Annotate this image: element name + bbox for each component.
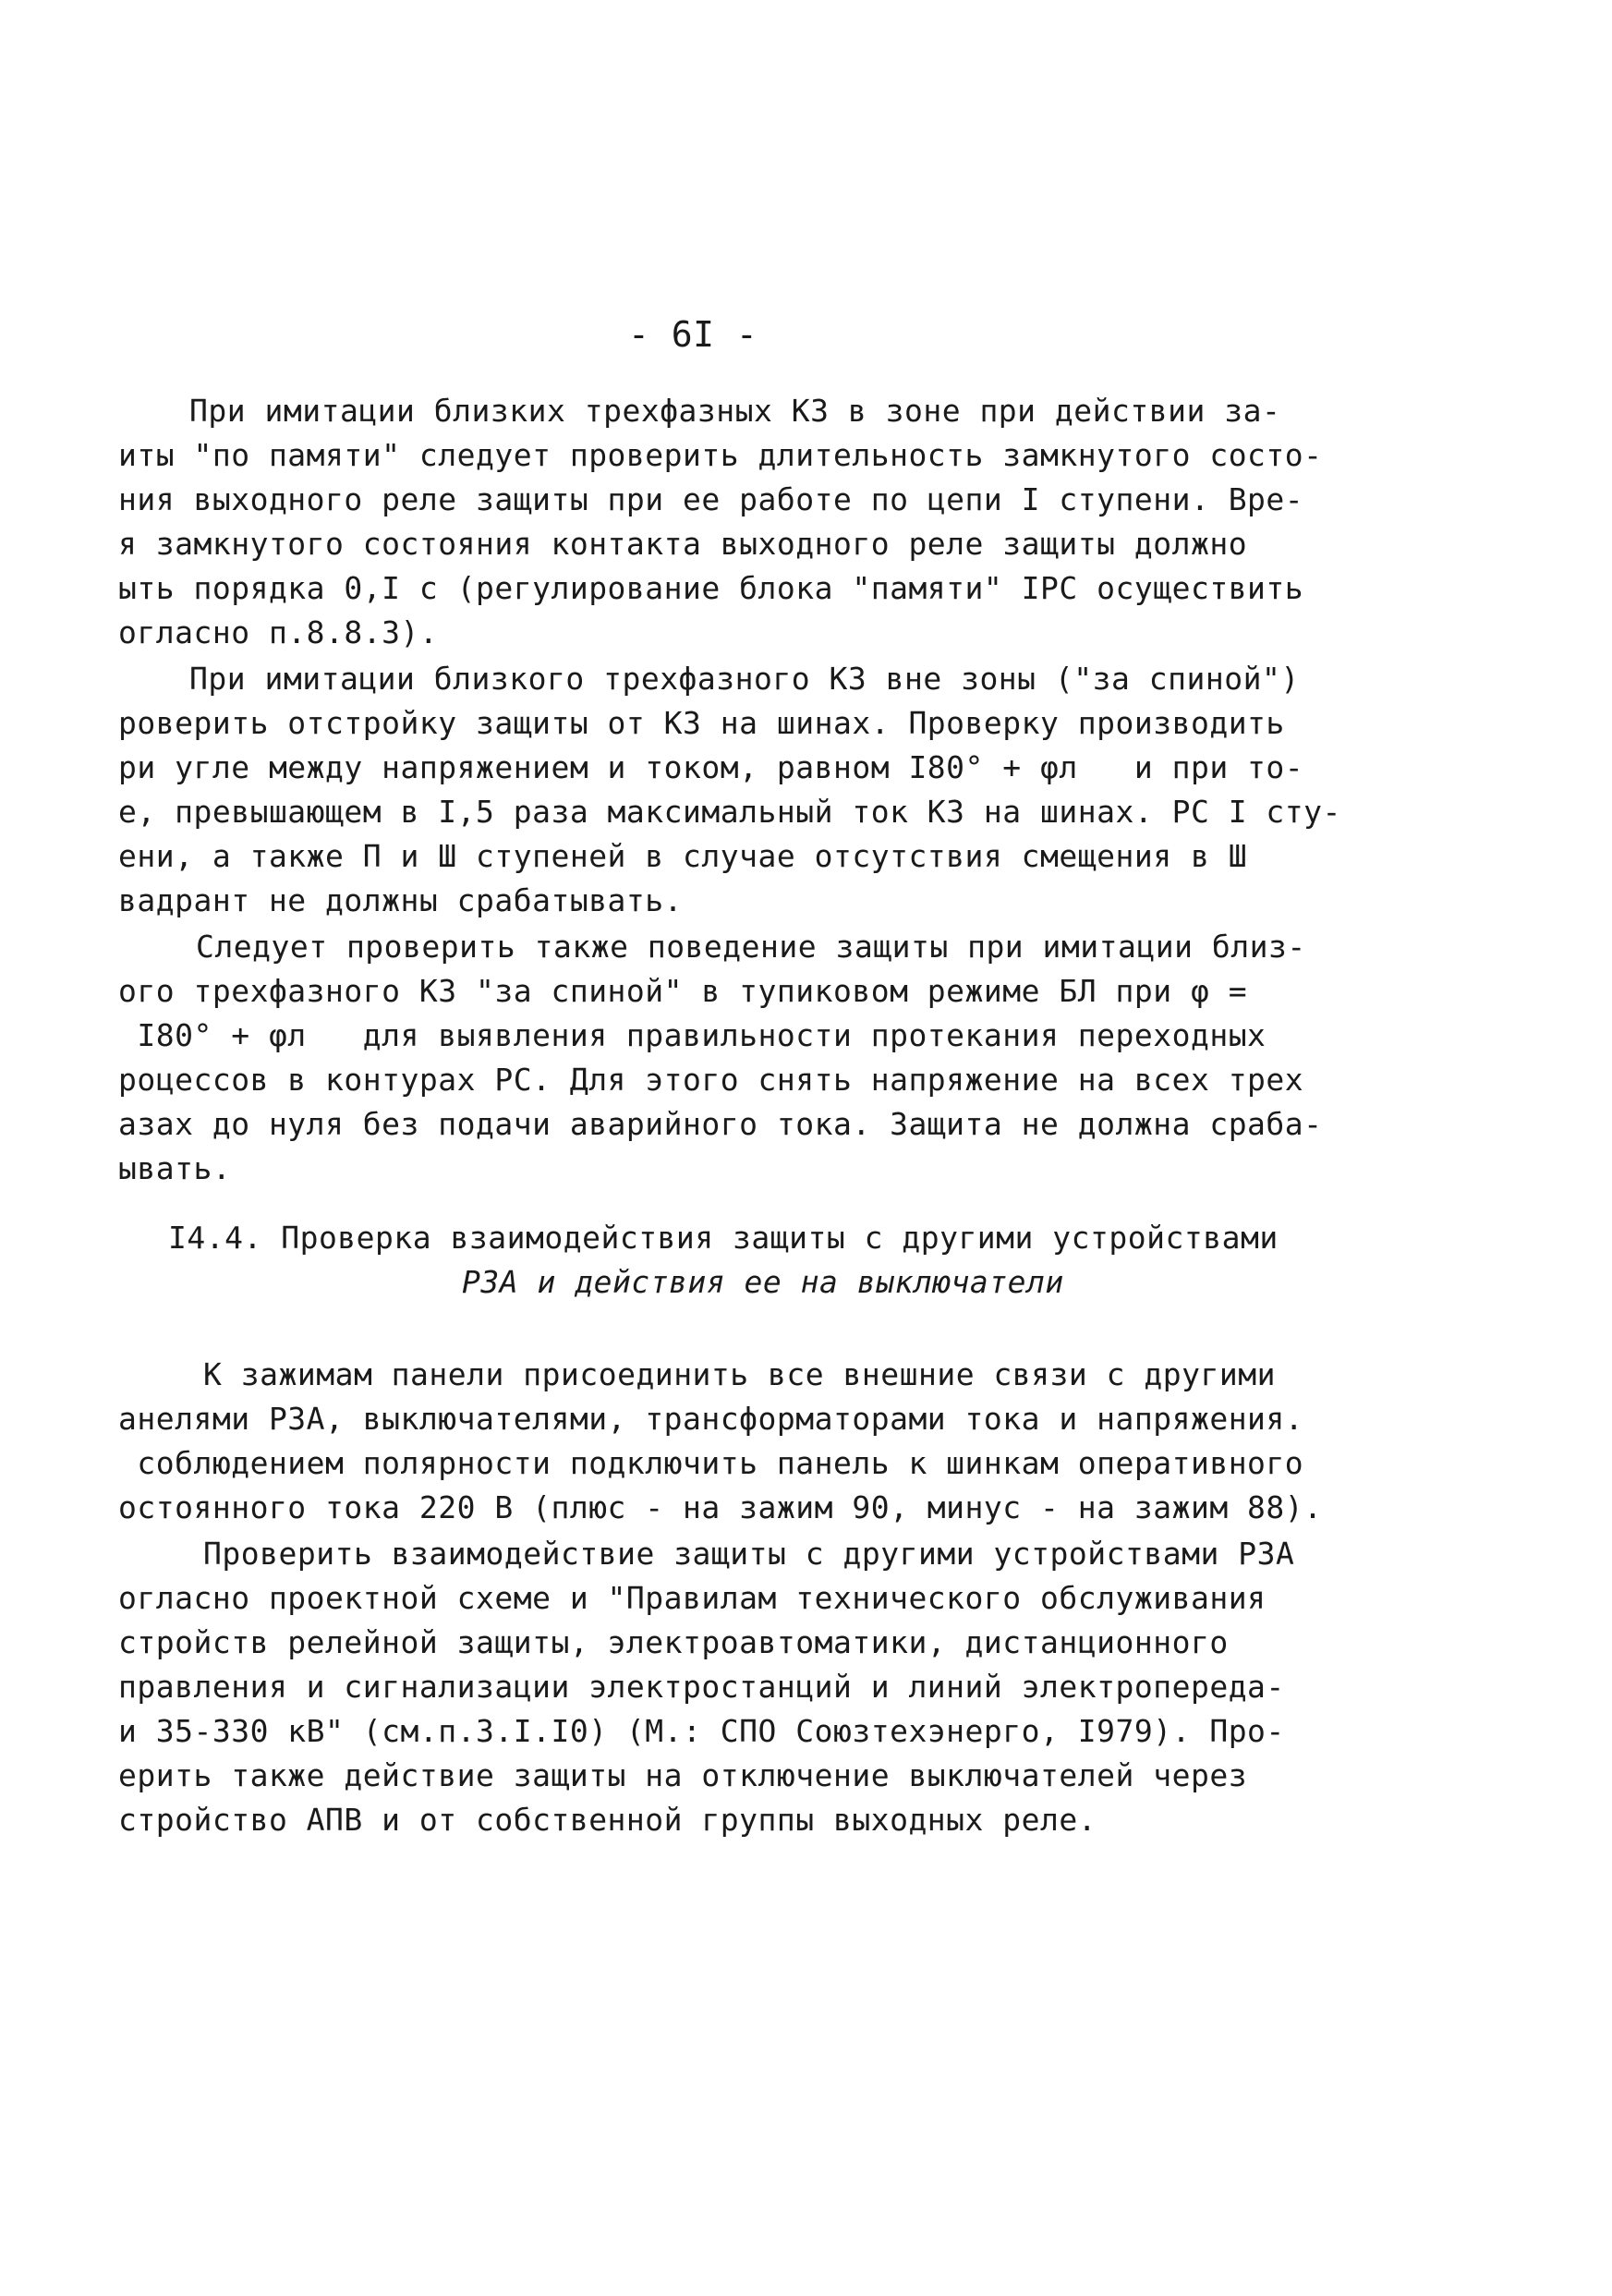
paragraph-4-line-3: соблюдением полярности подключить панель к шинкам оперативного (118, 1445, 1304, 1481)
paragraph-4-line-2: анелями РЗА, выключателями, трансформаторами тока и напряжения. (118, 1401, 1304, 1437)
paragraph-5-line-1: Проверить взаимодействие защиты с другими устройствами РЗА (203, 1536, 1295, 1572)
paragraph-3-line-5: азах до нуля без подачи аварийного тока. Защита не должна сраба- (118, 1106, 1323, 1142)
paragraph-2-line-5: ени, а также П и Ш ступеней в случае отсутствия смещения в Ш (118, 838, 1248, 874)
paragraph-1-line-3: ния выходного реле защиты при ее работе по цепи I ступени. Вре- (118, 481, 1304, 517)
paragraph-1-line-6: огласно п.8.8.3). (118, 614, 439, 650)
paragraph-3-line-1: Следует проверить также поведение защиты при имитации близ- (196, 929, 1306, 965)
paragraph-2-line-1: При имитации близкого трехфазного КЗ вне зоны ("за спиной") (189, 661, 1300, 697)
paragraph-5-line-3: стройств релейной защиты, электроавтоматики, дистанционного (118, 1624, 1229, 1660)
paragraph-3-line-3: I80° + φл для выявления правильности протекания переходных (118, 1017, 1267, 1053)
paragraph-4-line-1: К зажимам панели присоединить все внешние связи с другими (203, 1356, 1276, 1392)
paragraph-3-line-4: роцессов в контурах РС. Для этого снять напряжение на всех трех (118, 1062, 1304, 1098)
paragraph-1-line-5: ыть порядка 0,I с (регулирование блока "памяти" IPC осуществить (118, 570, 1304, 606)
paragraph-1-line-2: иты "по памяти" следует проверить длительность замкнутого состо- (118, 437, 1323, 473)
paragraph-4-line-4: остоянного тока 220 В (плюс - на зажим 90, минус - на зажим 88). (118, 1489, 1323, 1525)
paragraph-5-line-7: стройство АПВ и от собственной группы выходных реле. (118, 1802, 1097, 1838)
paragraph-2-line-6: вадрант не должны срабатывать. (118, 882, 684, 918)
paragraph-2-line-2: роверить отстройку защиты от КЗ на шинах. Проверку производить (118, 705, 1285, 741)
paragraph-5-line-6: ерить также действие защиты на отключение выключателей через (118, 1757, 1248, 1793)
paragraph-1-line-4: я замкнутого состояния контакта выходного реле защиты должно (118, 526, 1248, 562)
paragraph-2-line-3: ри угле между напряжением и током, равном I80° + φл и при то- (118, 749, 1304, 785)
section-heading-line-2: РЗА и действия ее на выключатели (462, 1264, 1064, 1300)
paragraph-1-line-1: При имитации близких трехфазных КЗ в зоне при действии за- (189, 393, 1281, 429)
paragraph-5-line-4: правления и сигнализации электростанций и линий электропереда- (118, 1669, 1285, 1705)
paragraph-2-line-4: е, превышающем в I,5 раза максимальный ток КЗ на шинах. РС I сту- (118, 794, 1341, 830)
paragraph-5-line-5: и 35-330 кВ" (см.п.3.I.I0) (М.: СПО Союзтехэнерго, I979). Про- (118, 1713, 1285, 1749)
paragraph-3-line-2: ого трехфазного КЗ "за спиной" в тупиковом режиме БЛ при φ = (118, 973, 1248, 1009)
paragraph-5-line-2: огласно проектной схеме и "Правилам технического обслуживания (118, 1580, 1267, 1616)
page-number: - 6I - (628, 314, 758, 355)
paragraph-3-line-6: ывать. (118, 1150, 232, 1186)
section-heading-line-1: I4.4. Проверка взаимодействия защиты с другими устройствами (168, 1220, 1279, 1256)
